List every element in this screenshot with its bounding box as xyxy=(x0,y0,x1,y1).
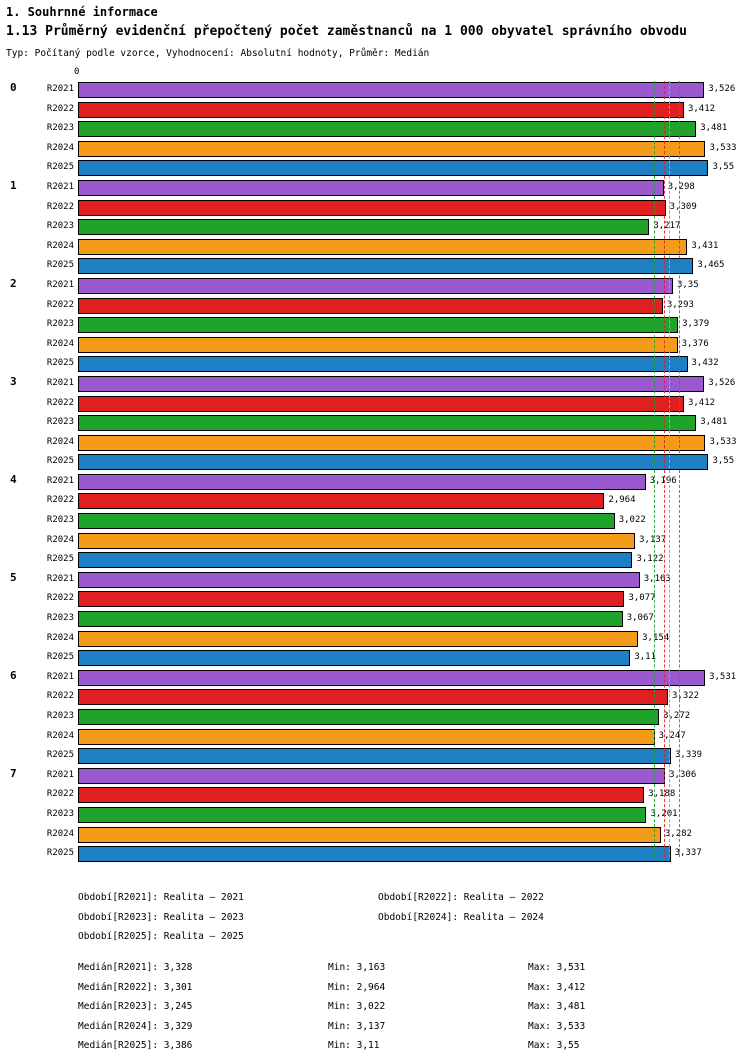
bar-track xyxy=(78,121,744,137)
legend-entry: Období[R2025]: Realita – 2025 xyxy=(78,931,244,943)
bar-row[interactable] xyxy=(0,728,750,748)
bar-group xyxy=(0,473,750,571)
bar-track xyxy=(78,102,744,118)
bar-value-label: 3,465 xyxy=(697,260,725,271)
bar[interactable] xyxy=(78,435,705,451)
bar-value-label: 3,526 xyxy=(708,84,736,94)
bar-value-label: 3,272 xyxy=(663,711,691,721)
bar-series-label: R2023 xyxy=(46,515,74,526)
bar-series-label: R2024 xyxy=(46,730,74,741)
bar-series-label: R2021 xyxy=(46,671,74,682)
bar-chart-plot xyxy=(0,81,750,857)
bar-row[interactable] xyxy=(0,218,750,238)
bar-row[interactable] xyxy=(0,159,750,179)
bar[interactable] xyxy=(78,82,704,98)
bar-track xyxy=(78,200,744,216)
bar-track xyxy=(78,670,744,686)
bar[interactable] xyxy=(78,298,663,314)
bar-series-label: R2024 xyxy=(46,828,74,839)
bar-track xyxy=(78,787,744,803)
bar-row[interactable] xyxy=(0,101,750,121)
bar[interactable] xyxy=(78,650,630,666)
bar-row[interactable] xyxy=(0,473,750,493)
stat-max: Max: 3,55 xyxy=(528,1040,580,1052)
bar-series-label: R2024 xyxy=(46,240,74,251)
bar-value-label: 3,11 xyxy=(634,652,657,663)
bar-series-label: R2024 xyxy=(46,632,74,643)
bar[interactable] xyxy=(78,748,671,764)
stat-row xyxy=(0,1036,750,1056)
bar-row[interactable] xyxy=(0,414,750,434)
bar-track xyxy=(78,474,744,490)
bar-group xyxy=(0,375,750,473)
bar[interactable] xyxy=(78,533,635,549)
bar[interactable] xyxy=(78,317,678,333)
bar-track xyxy=(78,454,744,470)
bar[interactable] xyxy=(78,513,615,529)
bar-track xyxy=(78,611,744,627)
bar[interactable] xyxy=(78,278,673,294)
bar[interactable] xyxy=(78,787,644,803)
bar[interactable] xyxy=(78,493,604,509)
bar-series-label: R2021 xyxy=(46,84,74,94)
bar-row[interactable] xyxy=(0,81,750,101)
bar-group-label: 4 xyxy=(10,472,17,486)
bar-group-label: 6 xyxy=(10,668,17,682)
bar-track xyxy=(78,337,744,353)
bar-row[interactable] xyxy=(0,336,750,356)
bar-track xyxy=(78,572,744,588)
bar-value-label: 3,339 xyxy=(675,750,703,761)
bar-track xyxy=(78,807,744,823)
bar-series-label: R2025 xyxy=(46,848,74,859)
bar-track xyxy=(78,768,744,784)
bar-series-label: R2023 xyxy=(46,221,74,232)
bar-series-label: R2022 xyxy=(46,495,74,506)
bar-group-label: 1 xyxy=(10,178,17,192)
median-guide-line xyxy=(669,81,670,857)
bar-row[interactable] xyxy=(0,238,750,258)
bar-group xyxy=(0,277,750,375)
bar-row[interactable] xyxy=(0,395,750,415)
bar[interactable] xyxy=(78,356,688,372)
bar-value-label: 3,022 xyxy=(618,515,646,526)
chart-stats xyxy=(0,958,750,1056)
bar-series-label: R2021 xyxy=(46,769,74,780)
bar[interactable] xyxy=(78,396,684,412)
bar-row[interactable] xyxy=(0,355,750,375)
bar[interactable] xyxy=(78,768,665,784)
bar-series-label: R2025 xyxy=(46,456,74,467)
bar[interactable] xyxy=(78,552,632,568)
bar-value-label: 3,531 xyxy=(709,671,737,682)
bar[interactable] xyxy=(78,258,693,274)
bar-value-label: 3,412 xyxy=(687,103,716,114)
bar-value-label: 3,35 xyxy=(676,279,699,290)
bar-series-label: R2021 xyxy=(46,279,74,290)
bar-series-label: R2022 xyxy=(46,691,74,702)
bar-value-label: 3,481 xyxy=(700,123,728,134)
bar-row[interactable] xyxy=(0,297,750,317)
bar-track xyxy=(78,298,744,314)
stat-min: Min: 3,022 xyxy=(328,1001,386,1013)
bar-series-label: R2022 xyxy=(46,201,74,212)
legend-row xyxy=(0,888,750,908)
bar-row[interactable] xyxy=(0,532,750,552)
bar-series-label: R2021 xyxy=(46,181,74,192)
legend-entry: Období[R2024]: Realita – 2024 xyxy=(378,911,544,923)
bar-value-label: 3,163 xyxy=(643,573,671,584)
bar-value-label: 3,432 xyxy=(691,358,719,369)
stat-median: Medián[R2025]: 3,386 xyxy=(78,1040,193,1052)
bar-value-label: 3,533 xyxy=(709,436,737,447)
bar-value-label: 3,526 xyxy=(708,377,736,388)
bar-value-label: 3,376 xyxy=(681,338,709,349)
median-guide-line xyxy=(664,81,665,857)
bar-value-label: 3,196 xyxy=(649,475,677,486)
bar-row[interactable] xyxy=(0,590,750,610)
bar-series-label: R2023 xyxy=(46,711,74,721)
stat-row xyxy=(0,1017,750,1037)
bar[interactable] xyxy=(78,709,659,725)
bar-row[interactable] xyxy=(0,492,750,512)
bar-track xyxy=(78,650,744,666)
bar-series-label: R2024 xyxy=(46,338,74,349)
bar-value-label: 3,067 xyxy=(626,613,654,624)
stat-row xyxy=(0,978,750,998)
bar-value-label: 3,306 xyxy=(669,769,697,780)
bar-series-label: R2022 xyxy=(46,299,74,310)
bar-group-label: 3 xyxy=(10,374,17,388)
bar-row[interactable] xyxy=(0,630,750,650)
bar-track xyxy=(78,631,744,647)
bar-series-label: R2024 xyxy=(46,436,74,447)
bar-track xyxy=(78,376,744,392)
bar-row[interactable] xyxy=(0,199,750,219)
legend-entry: Období[R2023]: Realita – 2023 xyxy=(78,911,244,923)
bar-value-label: 3,293 xyxy=(666,299,694,310)
bar-track xyxy=(78,219,744,235)
bar-value-label: 3,282 xyxy=(664,828,692,839)
bar-value-label: 3,322 xyxy=(671,691,700,702)
bar[interactable] xyxy=(78,180,664,196)
bar-row[interactable] xyxy=(0,179,750,199)
axis-zero-label: 0 xyxy=(74,67,80,77)
bar-row[interactable] xyxy=(0,257,750,277)
bar-value-label: 3,481 xyxy=(700,417,728,428)
stat-median: Medián[R2021]: 3,328 xyxy=(78,962,193,973)
stat-min: Min: 2,964 xyxy=(328,981,386,993)
bar-track xyxy=(78,239,744,255)
bar-group xyxy=(0,669,750,767)
bar-value-label: 3,431 xyxy=(691,240,719,251)
stat-min: Min: 3,163 xyxy=(328,962,386,973)
bar-value-label: 3,188 xyxy=(648,789,676,800)
bar-value-label: 3,201 xyxy=(650,808,678,819)
section-title: 1. Souhrnné informace xyxy=(6,5,158,19)
bar-row[interactable] xyxy=(0,571,750,591)
bar-value-label: 3,217 xyxy=(653,221,681,232)
bar-track xyxy=(78,82,744,98)
bar-track xyxy=(78,396,744,412)
bar-value-label: 3,337 xyxy=(674,848,702,859)
bar[interactable] xyxy=(78,121,696,137)
bar[interactable] xyxy=(78,337,678,353)
stat-max: Max: 3,412 xyxy=(528,981,586,993)
bar-track xyxy=(78,415,744,431)
bar-series-label: R2021 xyxy=(46,475,74,486)
median-guide-line xyxy=(679,81,680,857)
bar-track xyxy=(78,748,744,764)
bar[interactable] xyxy=(78,631,638,647)
bar-value-label: 3,154 xyxy=(642,632,670,643)
bar-track xyxy=(78,493,744,509)
bar-row[interactable] xyxy=(0,747,750,767)
bar-row[interactable] xyxy=(0,434,750,454)
stat-median: Medián[R2022]: 3,301 xyxy=(78,981,193,993)
bar-series-label: R2023 xyxy=(46,613,74,624)
stat-max: Max: 3,533 xyxy=(528,1020,586,1032)
bar-series-label: R2025 xyxy=(46,162,74,173)
bar[interactable] xyxy=(78,827,661,843)
bar-row[interactable] xyxy=(0,845,750,865)
bar-group xyxy=(0,571,750,669)
bar-track xyxy=(78,591,744,607)
bar-row[interactable] xyxy=(0,708,750,728)
bar-value-label: 3,55 xyxy=(712,456,735,467)
bar-series-label: R2021 xyxy=(46,573,74,584)
bar-series-label: R2023 xyxy=(46,808,74,819)
bar[interactable] xyxy=(78,807,646,823)
bar[interactable] xyxy=(78,415,696,431)
legend-row xyxy=(0,927,750,947)
bar-group xyxy=(0,81,750,179)
bar-row[interactable] xyxy=(0,316,750,336)
bar[interactable] xyxy=(78,591,624,607)
bar-track xyxy=(78,552,744,568)
bar-group xyxy=(0,179,750,277)
bar-row[interactable] xyxy=(0,453,750,473)
bar-value-label: 3,137 xyxy=(639,534,667,545)
stat-median: Medián[R2024]: 3,329 xyxy=(78,1020,193,1032)
bar-row[interactable] xyxy=(0,786,750,806)
stat-row xyxy=(0,958,750,978)
bar-row[interactable] xyxy=(0,649,750,669)
bar-track xyxy=(78,160,744,176)
bar-row[interactable] xyxy=(0,826,750,846)
bar[interactable] xyxy=(78,141,705,157)
bar-row[interactable] xyxy=(0,375,750,395)
bar-group-label: 5 xyxy=(10,570,17,584)
bar-track xyxy=(78,846,744,862)
bar[interactable] xyxy=(78,219,649,235)
bar-row[interactable] xyxy=(0,140,750,160)
bar-value-label: 3,55 xyxy=(712,162,735,173)
bar-track xyxy=(78,827,744,843)
page-title: 1.13 Průměrný evidenční přepočtený počet zaměstnanců na 1 000 obyvatel správního obvodu xyxy=(6,24,687,39)
bar-group-label: 2 xyxy=(10,276,17,290)
bar-value-label: 3,309 xyxy=(669,201,697,212)
page-header xyxy=(0,0,750,61)
chart-subtitle: Typ: Počítaný podle vzorce, Vyhodnocení: Absolutní hodnoty, Průměr: Medián xyxy=(6,48,430,59)
bar[interactable] xyxy=(78,454,708,470)
bar-series-label: R2024 xyxy=(46,142,74,153)
bar-track xyxy=(78,258,744,274)
legend-row xyxy=(0,908,750,928)
bar-value-label: 3,533 xyxy=(709,142,737,153)
stat-min: Min: 3,137 xyxy=(328,1020,386,1032)
bar-value-label: 3,122 xyxy=(636,554,664,565)
bar-series-label: R2022 xyxy=(46,397,74,408)
bar-series-label: R2021 xyxy=(46,377,74,388)
bar-track xyxy=(78,356,744,372)
chart-legend xyxy=(0,888,750,947)
bar[interactable] xyxy=(78,102,684,118)
bar[interactable] xyxy=(78,200,666,216)
bar-row[interactable] xyxy=(0,120,750,140)
bar-track xyxy=(78,533,744,549)
bar[interactable] xyxy=(78,729,655,745)
bar-series-label: R2022 xyxy=(46,593,74,604)
bar[interactable] xyxy=(78,239,687,255)
bar-value-label: 3,247 xyxy=(658,730,686,741)
bar[interactable] xyxy=(78,689,668,705)
bar-row[interactable] xyxy=(0,767,750,787)
bar[interactable] xyxy=(78,670,705,686)
bar-series-label: R2025 xyxy=(46,652,74,663)
bar[interactable] xyxy=(78,846,671,862)
bar-row[interactable] xyxy=(0,512,750,532)
stat-row xyxy=(0,997,750,1017)
bar-series-label: R2024 xyxy=(46,534,74,545)
bar-track xyxy=(78,689,744,705)
bar-series-label: R2025 xyxy=(46,260,74,271)
bar-series-label: R2022 xyxy=(46,103,74,114)
bar-value-label: 3,379 xyxy=(682,319,710,330)
bar[interactable] xyxy=(78,376,704,392)
bar-value-label: 2,964 xyxy=(608,495,636,506)
bar-series-label: R2025 xyxy=(46,358,74,369)
bar-track xyxy=(78,141,744,157)
bar-row[interactable] xyxy=(0,277,750,297)
bar-track xyxy=(78,278,744,294)
bar[interactable] xyxy=(78,572,640,588)
bar-row[interactable] xyxy=(0,806,750,826)
bar[interactable] xyxy=(78,611,623,627)
bar-value-label: 3,298 xyxy=(667,181,695,192)
bar-track xyxy=(78,709,744,725)
bar-track xyxy=(78,729,744,745)
legend-entry: Období[R2021]: Realita – 2021 xyxy=(78,892,244,903)
bar[interactable] xyxy=(78,474,646,490)
stat-min: Min: 3,11 xyxy=(328,1040,380,1052)
chart-area xyxy=(0,67,750,857)
bar-row[interactable] xyxy=(0,688,750,708)
stat-max: Max: 3,531 xyxy=(528,962,586,973)
bar-row[interactable] xyxy=(0,551,750,571)
bar-value-label: 3,412 xyxy=(687,397,716,408)
bar-group xyxy=(0,767,750,865)
bar-group-label: 7 xyxy=(10,766,17,780)
bar-series-label: R2025 xyxy=(46,554,74,565)
bar-track xyxy=(78,317,744,333)
bar-series-label: R2023 xyxy=(46,123,74,134)
bar-series-label: R2023 xyxy=(46,319,74,330)
bar-track xyxy=(78,435,744,451)
median-guide-line xyxy=(654,81,655,857)
bar-track xyxy=(78,513,744,529)
stat-max: Max: 3,481 xyxy=(528,1001,586,1013)
bar-row[interactable] xyxy=(0,610,750,630)
bar-row[interactable] xyxy=(0,669,750,689)
legend-entry: Období[R2022]: Realita – 2022 xyxy=(378,892,544,903)
bar-track xyxy=(78,180,744,196)
bar[interactable] xyxy=(78,160,708,176)
bar-series-label: R2025 xyxy=(46,750,74,761)
stat-median: Medián[R2023]: 3,245 xyxy=(78,1001,193,1013)
bar-value-label: 3,077 xyxy=(628,593,656,604)
bar-series-label: R2023 xyxy=(46,417,74,428)
bar-series-label: R2022 xyxy=(46,789,74,800)
bar-group-label: 0 xyxy=(10,81,17,94)
